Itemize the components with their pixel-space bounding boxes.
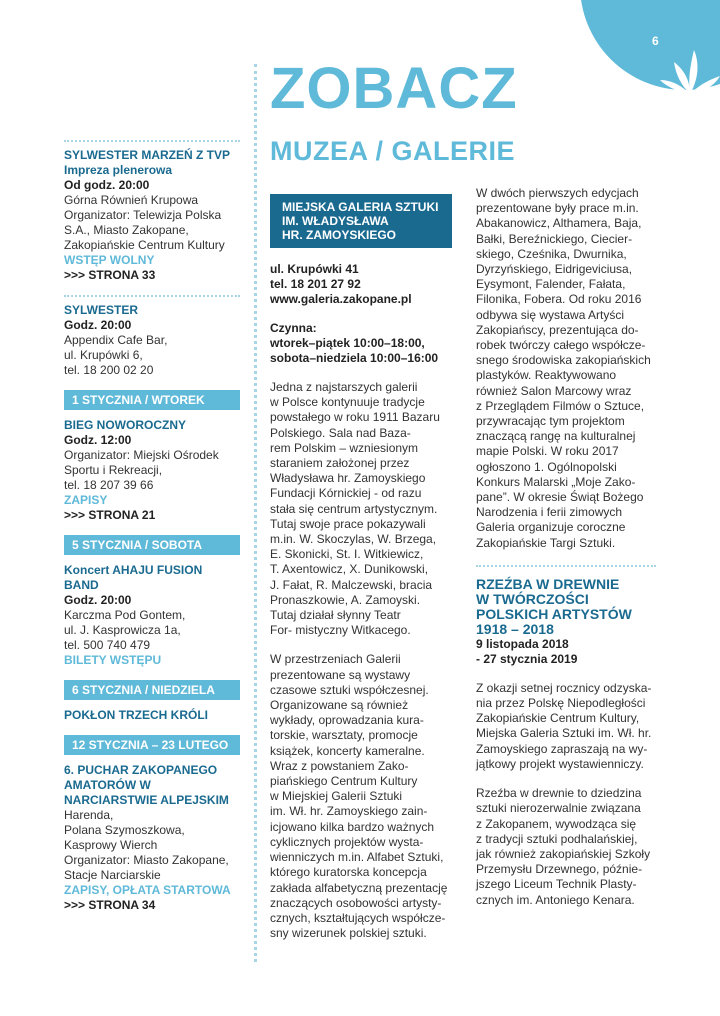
event-title: NARCIARSTWIE ALPEJSKIM xyxy=(64,793,229,807)
paragraph-line: powstałego w roku 1911 Bazaru xyxy=(270,410,440,425)
gallery-address: ul. Krupówki 41 xyxy=(270,262,359,276)
paragraph-line: Abakanowicz, Althamera, Baja, xyxy=(476,216,642,231)
paragraph-line: Organizowane są również xyxy=(270,698,409,713)
date-bar: 12 STYCZNIA – 23 LUTEGO xyxy=(64,735,240,755)
event-line: Zakopiańskie Centrum Kultury xyxy=(64,238,225,252)
paragraph-line: Fundacji Kórnickiej - od razu xyxy=(270,486,422,501)
paragraph-line: sny wizerunek polskiej sztuki. xyxy=(270,926,427,941)
event-line: Karczma Pod Gontem, xyxy=(64,608,186,622)
paragraph-line: cznych, kształtujących współcze- xyxy=(270,910,446,925)
gallery-name-box xyxy=(270,194,452,248)
paragraph-line: Polskiego. Sala nad Baza- xyxy=(270,425,411,440)
event-title: POKŁON TRZECH KRÓLI xyxy=(64,708,208,722)
paragraph-line: jak również zakopiańskiej Szkoły xyxy=(476,846,651,861)
page-title: ZOBACZ xyxy=(270,56,518,121)
paragraph-line: Z okazji setnej rocznicy odzyska- xyxy=(476,680,652,695)
gallery-hours: wtorek–piątek 10:00–18:00, xyxy=(270,336,425,350)
paragraph-line: prezentowane były prace m.in. xyxy=(476,201,639,216)
divider xyxy=(64,295,240,297)
event-line: Polana Szymoszkowa, xyxy=(64,823,185,837)
paragraph-line: Zakopiańskie Targi Sztuki. xyxy=(476,535,616,550)
paragraph-line: m.in. W. Skoczylas, W. Brzega, xyxy=(270,532,437,547)
event-time: Godz. 20:00 xyxy=(64,318,132,332)
event-entry-note: ZAPISY, OPŁATA STARTOWA xyxy=(64,883,231,897)
paragraph-line: im. Wł. hr. Zamoyskiego zain- xyxy=(270,804,428,819)
paragraph-line: Bałki, Bereźnickiego, Ciecier- xyxy=(476,231,633,246)
exhibition-title-line: 1918 – 2018 xyxy=(476,620,554,637)
event-page-link[interactable]: >>> STRONA 33 xyxy=(64,268,156,282)
event-line: Kasprowy Wierch xyxy=(64,838,158,852)
paragraph-line: T. Axentowicz, X. Dunikowski, xyxy=(270,562,429,577)
paragraph-line: czasowe sztuki współczesnej. xyxy=(270,682,429,697)
paragraph-line: Rzeźba w drewnie to dziedzina xyxy=(476,786,642,801)
exhibition-description xyxy=(476,786,656,908)
paragraph-line: Miejska Galeria Sztuki im. Wł. hr. xyxy=(476,726,652,741)
event-line: Organizator: Miejski Ośrodek xyxy=(64,448,219,462)
paragraph-line: z Zakopanem, wywodząca się xyxy=(476,816,637,831)
event-title: Koncert AHAJU FUSION xyxy=(64,563,203,577)
paragraph-line: jszego Liceum Technik Plasty- xyxy=(476,877,637,892)
paragraph-line: Tutaj działał słynny Teatr xyxy=(270,608,401,623)
event-subtitle: Impreza plenerowa xyxy=(64,163,173,177)
paragraph-line: cyklicznych projektów wysta- xyxy=(270,834,424,849)
paragraph-line: zakłada alfabetyczną prezentację xyxy=(270,880,448,895)
date-bar: 1 STYCZNIA / WTOREK xyxy=(64,390,240,410)
event-time: Godz. 12:00 xyxy=(64,433,132,447)
event-puchar-zakopanego xyxy=(64,735,240,913)
gallery-column xyxy=(270,194,456,955)
paragraph-line: W dwóch pierwszych edycjach xyxy=(476,186,639,200)
paragraph-line: którego kuratorska koncepcja xyxy=(270,865,427,880)
gallery-name-line: IM. WŁADYSŁAWA xyxy=(282,214,389,228)
paragraph-line: torskie, warsztaty, promocje xyxy=(270,728,418,743)
paragraph-line: mapie Polski. W roku 2017 xyxy=(476,444,619,459)
event-line: Górna Równień Krupowa xyxy=(64,193,199,207)
paragraph-line: Konkurs Malarski „Moje Zako- xyxy=(476,474,636,489)
event-line: tel. 18 200 02 20 xyxy=(64,363,154,377)
paragraph-line: robek twórczy całego współcze- xyxy=(476,338,646,353)
event-entry-note: BILETY WSTĘPU xyxy=(64,653,162,667)
gallery-name-line: MIEJSKA GALERIA SZTUKI xyxy=(282,200,439,214)
gallery-description xyxy=(270,652,456,941)
paragraph-line: snego środowiska zakopiańskich xyxy=(476,353,651,368)
date-bar: 5 STYCZNIA / SOBOTA xyxy=(64,535,240,555)
gallery-website[interactable]: www.galeria.zakopane.pl xyxy=(270,292,412,306)
gallery-name-line: HR. ZAMOYSKIEGO xyxy=(282,228,397,242)
paragraph-line: odbywa się wystawa Artyści xyxy=(476,307,625,322)
event-line: ul. Krupówki 6, xyxy=(64,348,143,362)
paragraph-line: ogłoszono 1. Ogólnopolski xyxy=(476,459,617,474)
paragraph-line: piańskiego Centrum Kultury xyxy=(270,774,418,789)
paragraph-line: E. Skonicki, St. I. Witkiewicz, xyxy=(270,547,424,562)
paragraph-line: Zamoyskiego zapraszają na wy- xyxy=(476,741,648,756)
event-poklon-trzech-kroli xyxy=(64,680,240,723)
event-line: Appendix Cafe Bar, xyxy=(64,333,168,347)
event-page-link[interactable]: >>> STRONA 34 xyxy=(64,898,156,912)
event-line: Organizator: Miasto Zakopane, xyxy=(64,853,229,867)
date-bar: 6 STYCZNIA / NIEDZIELA xyxy=(64,680,240,700)
paragraph-line: wienniczych m.in. Alfabet Sztuki, xyxy=(270,850,444,865)
exhibition-title xyxy=(476,577,656,637)
paragraph-line: jątkowy projekt wystawienniczy. xyxy=(476,756,644,771)
exhibition-description xyxy=(476,681,656,772)
event-line: tel. 500 740 479 xyxy=(64,638,151,652)
event-title: SYLWESTER MARZEŃ Z TVP xyxy=(64,148,231,162)
page-number: 6 xyxy=(652,34,659,48)
paragraph-line: Zakopiańscy, prezentująca do- xyxy=(476,322,639,337)
exhibition-title-line: RZEŹBA W DREWNIE xyxy=(476,575,620,592)
paragraph-line: Wraz z powstaniem Zako- xyxy=(270,758,409,773)
paragraph-line: Filonika, Fobera. Od roku 2016 xyxy=(476,292,642,307)
paragraph-line: książek, koncerty kameralne. xyxy=(270,743,425,758)
paragraph-line: z Przeglądem Filmów o Sztuce, xyxy=(476,398,645,413)
column-divider xyxy=(254,64,257,962)
event-time: Godz. 20:00 xyxy=(64,593,132,607)
event-line: tel. 18 207 39 66 xyxy=(64,478,154,492)
paragraph-line: stała się centrum artystycznym. xyxy=(270,501,438,516)
paragraph-line: nia przez Polskę Niepodległości xyxy=(476,696,646,711)
paragraph-line: For- mistyczny Witkacego. xyxy=(270,623,411,638)
paragraph-line: Galeria organizuje coroczne xyxy=(476,520,626,535)
event-line: Stacje Narciarskie xyxy=(64,868,161,882)
events-column xyxy=(64,140,240,925)
gallery-column-right xyxy=(476,186,656,922)
gallery-phone: tel. 18 201 27 92 xyxy=(270,277,361,291)
event-title: AMATORÓW W xyxy=(64,778,151,792)
event-line: Harenda, xyxy=(64,808,114,822)
exhibition-title-line: POLSKICH ARTYSTÓW xyxy=(476,605,632,622)
event-entry-note: ZAPISY xyxy=(64,493,108,507)
event-line: ul. J. Kasprowicza 1a, xyxy=(64,623,181,637)
event-entry-note: WSTĘP WOLNY xyxy=(64,253,155,267)
event-title: BAND xyxy=(64,578,99,592)
paragraph-line: przywracając tym projektom xyxy=(476,414,625,429)
leaf-ornament-icon xyxy=(660,46,720,96)
paragraph-line: również Salon Marcowy wraz xyxy=(476,383,632,398)
event-title: BIEG NOWOROCZNY xyxy=(64,418,186,432)
paragraph-line: rem Polskim – wzniesionym xyxy=(270,440,419,455)
event-sylwester xyxy=(64,295,240,378)
event-line: Sportu i Rekreacji, xyxy=(64,463,163,477)
event-bieg-noworoczny xyxy=(64,390,240,523)
paragraph-line: icjowano kilka bardzo ważnych xyxy=(270,819,435,834)
event-title: 6. PUCHAR ZAKOPANEGO xyxy=(64,763,218,777)
event-line: S.A., Miasto Zakopane, xyxy=(64,223,189,237)
paragraph-line: w Miejskiej Galerii Sztuki xyxy=(270,789,403,804)
event-koncert-ahaju xyxy=(64,535,240,668)
paragraph-line: wykłady, oprowadzania kura- xyxy=(270,713,424,728)
paragraph-line: Eysymont, Falender, Fałata, xyxy=(476,277,626,292)
exhibition-title-line: W TWÓRCZOŚCI xyxy=(476,590,589,607)
paragraph-line: skiego, Cześnika, Dwurnika, xyxy=(476,246,627,261)
paragraph-line: staraniem założonej przez xyxy=(270,456,410,471)
exhibition-dates: - 27 stycznia 2019 xyxy=(476,651,578,666)
gallery-description xyxy=(270,380,456,638)
paragraph-line: znaczącą rangę na kulturalnej xyxy=(476,429,636,444)
page-subtitle: MUZEA / GALERIE xyxy=(270,136,516,166)
paragraph-line: Władysława hr. Zamoyskiego xyxy=(270,471,426,486)
event-page-link[interactable]: >>> STRONA 21 xyxy=(64,508,156,522)
paragraph-line: Zakopiańskie Centrum Kultury, xyxy=(476,711,640,726)
paragraph-line: w Polsce kontynuuje tradycje xyxy=(270,395,425,410)
divider xyxy=(64,140,240,142)
paragraph-line: znaczących osobowości artysty- xyxy=(270,895,442,910)
gallery-hours-label: Czynna: xyxy=(270,321,317,335)
paragraph-line: Przemysłu Drzewnego, późnie- xyxy=(476,862,643,877)
event-line: Organizator: Telewizja Polska xyxy=(64,208,222,222)
event-title: SYLWESTER xyxy=(64,303,139,317)
paragraph-line: z tradycji sztuki podhalańskiej, xyxy=(476,831,638,846)
paragraph-line: cznych im. Antoniego Kenara. xyxy=(476,892,635,907)
event-time: Od godz. 20:00 xyxy=(64,178,150,192)
gallery-description xyxy=(476,186,656,551)
paragraph-line: plastyków. Reaktywowano xyxy=(476,368,617,383)
paragraph-line: Jedna z najstarszych galerii xyxy=(270,380,418,394)
paragraph-line: Pronaszkowie, A. Zamoyski. xyxy=(270,592,421,607)
paragraph-line: Dyrzyńskiego, Eidrigeviciusa, xyxy=(476,262,633,277)
exhibition-dates: 9 listopada 2018 xyxy=(476,636,569,651)
paragraph-line: J. Fałat, R. Malczewski, bracia xyxy=(270,577,433,592)
paragraph-line: pane”. W okresie Świąt Bożego xyxy=(476,490,644,505)
gallery-hours: sobota–niedziela 10:00–16:00 xyxy=(270,351,439,365)
event-sylwester-tvp xyxy=(64,140,240,283)
paragraph-line: prezentowane są wystawy xyxy=(270,667,411,682)
paragraph-line: Tutaj swoje prace pokazywali xyxy=(270,516,426,531)
divider xyxy=(476,565,656,567)
paragraph-line: sztuki nierozerwalnie związana xyxy=(476,801,641,816)
paragraph-line: Narodzenia i ferii zimowych xyxy=(476,505,623,520)
paragraph-line: W przestrzeniach Galerii xyxy=(270,652,401,667)
